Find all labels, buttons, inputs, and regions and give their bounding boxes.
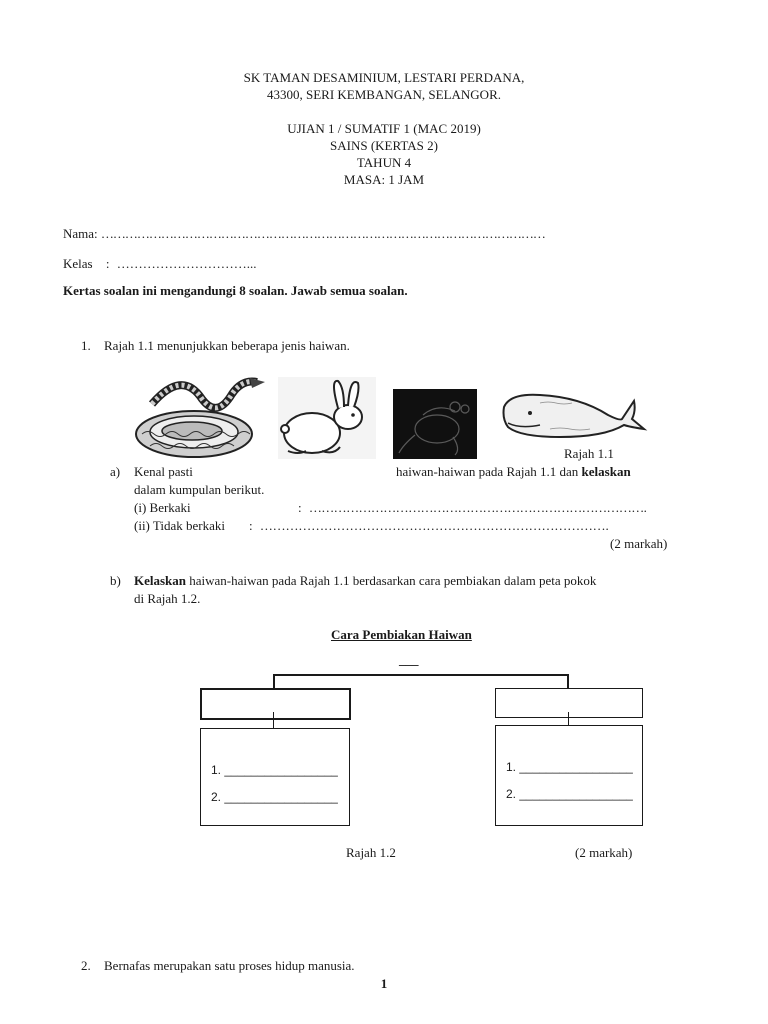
figure-1-1-caption: Rajah 1.1 [564,446,614,461]
page-number: 1 [380,976,388,991]
tree-right-item-1[interactable]: 1. _________________ [506,760,633,774]
q1b-text-line2: di Rajah 1.2. [134,591,201,606]
q1a-marks: (2 markah) [610,536,668,551]
q1a-i-answer[interactable] [298,500,646,516]
q1a-i-label: (i) Berkaki [134,500,191,515]
tree-category-box-right[interactable] [495,688,643,718]
q1b-text-rest: haiwan-haiwan pada Rajah 1.1 berdasarkan cara pembiakan dalam peta pokok [189,573,597,588]
nama-field [63,226,545,242]
tree-category-box-left[interactable] [200,688,351,720]
tree-stem-left [273,712,274,729]
q1-text: Rajah 1.1 menunjukkan beberapa jenis haiwan. [104,338,350,353]
q1b-marks: (2 markah) [575,845,633,860]
q1b-label: b) [110,573,121,588]
tree-connector-horizontal [273,674,569,676]
q1b-text-bold: Kelaskan [134,573,187,588]
snake-icon [132,374,272,460]
q2-number: 2. [81,958,91,973]
tree-items-box-left [200,728,350,826]
tree-title-underscore: ___ [399,652,419,667]
q1a-text-line2: dalam kumpulan berikut. [134,482,265,497]
exam-title: UJIAN 1 / SUMATIF 1 (MAC 2019) [287,121,481,136]
tree-title: Cara Pembiakan Haiwan [331,627,472,642]
school-name-line1: SK TAMAN DESAMINIUM, LESTARI PERDANA, [243,70,525,85]
tree-connector-right [567,674,569,689]
whale-icon [500,389,646,441]
q1a-text-part2 [396,464,631,480]
exam-year: TAHUN 4 [356,155,412,170]
kelas-field [63,256,256,272]
tree-items-box-right [495,725,643,826]
q2-text: Bernafas merupakan satu proses hidup manusia. [104,958,355,973]
kelas-sep: : [105,256,110,271]
q1a-text-part2-plain: haiwan-haiwan pada Rajah 1.1 dan [396,464,579,479]
q1a-ii-label: (ii) Tidak berkaki [134,518,225,533]
school-address-line2: 43300, SERI KEMBANGAN, SELANGOR. [266,87,501,102]
instruction-text: Kertas soalan ini mengandungi 8 soalan. Jawab semua soalan. [63,283,408,298]
q1a-text-part1: Kenal pasti [134,464,193,479]
q1-number: 1. [81,338,91,353]
tree-left-item-2[interactable]: 2. _________________ [211,790,338,804]
q1a-i-dots[interactable]: ………………………………………………………………………. [308,500,647,515]
q1a-ii-sep: : [249,518,253,533]
tree-stem-right [568,712,569,726]
tree-connector-left [273,674,275,689]
q1b-text [134,573,596,589]
exam-subject: SAINS (KERTAS 2) [330,138,438,153]
tree-left-item-1[interactable]: 1. _________________ [211,763,338,777]
frog-icon [393,389,477,459]
kelas-dots[interactable]: …………………………... [116,256,257,271]
rabbit-icon [278,377,376,459]
tree-right-item-2[interactable]: 2. _________________ [506,787,633,801]
q1a-ii-answer[interactable] [249,518,609,534]
q1a-text-bold: kelaskan [581,464,631,479]
q1a-label: a) [110,464,121,479]
kelas-label: Kelas [63,256,93,271]
q1a-ii-dots[interactable]: ………………………………………………………………………. [259,518,609,533]
exam-duration: MASA: 1 JAM [343,172,425,187]
q1a-i-sep: : [298,500,302,515]
figure-1-2-caption: Rajah 1.2 [346,845,396,860]
nama-label: Nama: [63,226,98,241]
nama-dots[interactable]: ………………………………………………………………………………………………… [100,226,545,241]
